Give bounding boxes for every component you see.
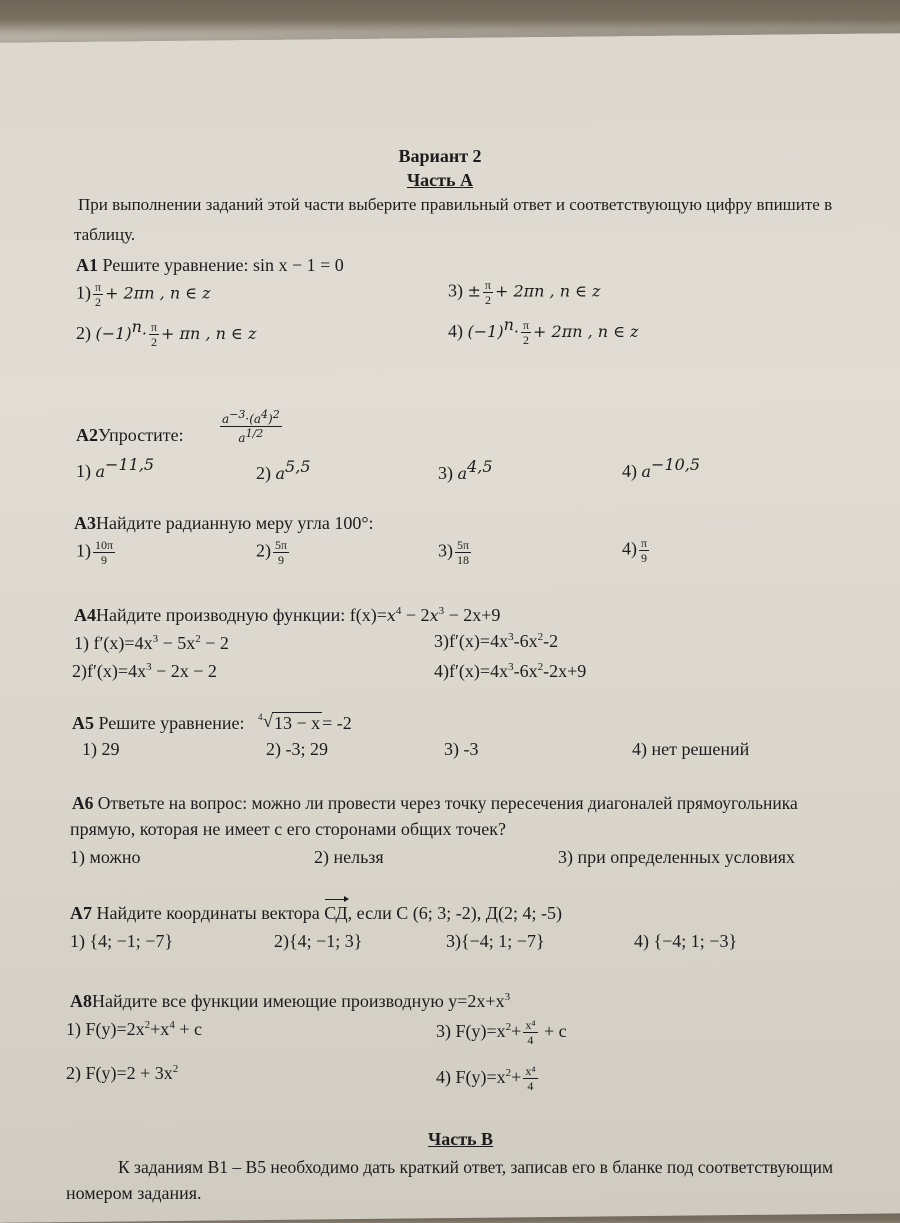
part-b-line-2: номером задания. [66, 1183, 202, 1203]
a4-option-1: 1) $f'(x)=4x^3 - 5x^2 - 2$ [74, 633, 229, 653]
intro-line-1: При выполнении заданий этой части выберите правильный ответ и соответствующую цифру впишите в [78, 195, 833, 214]
a1-option-4 [448, 314, 639, 347]
a2-question [76, 424, 184, 446]
a1-o4-n: n [503, 315, 514, 334]
a1-option-1 [76, 280, 211, 309]
a1-o4-num: 4) [448, 321, 463, 341]
a4-question: А4Найдите производную функции: $f(x)=x^4 - 2x^3 - 2x+9$ [74, 605, 501, 625]
a1-question [76, 254, 344, 276]
a8-option-3: 3) $F(y)=x^2+$ $\frac{\text{x⁴}}{4}$ + c [436, 1018, 567, 1048]
a2-option-3: 3) $a^{4,5}$ [438, 457, 493, 483]
a1-o4-rest: + 2πn , n ∈ z [533, 322, 639, 341]
vector-cd: СД [324, 903, 348, 923]
a1-o3-frac: $\frac{\pi}{2}$ [484, 278, 491, 307]
a6-prompt: Ответьте на вопрос: можно ли провести через точку пересечения диагоналей прямоугольника [97, 793, 798, 813]
a5-option-1: 1) 29 [82, 739, 120, 759]
a2-option-2: 2) $a^{5,5}$ [256, 457, 311, 483]
a5-prompt: Решите уравнение: [98, 713, 245, 733]
a2-expression: $\frac{a^{-3}\cdot(a^4)^2}{a^{1/2}}$ [222, 408, 280, 445]
a1-option-3 [448, 278, 600, 307]
a1-o4-frac: $\frac{\pi}{2}$ [522, 318, 530, 348]
a4-option-2: $2)f'(x)=4x^3 - 2x - 2$ [72, 661, 217, 681]
a2-prompt: Упростите: [98, 425, 184, 445]
a6-option-2: 2) нельзя [314, 847, 384, 867]
a4-option-4: $4)f'(x)=4x^3-6x^2-2x+9$ [434, 661, 587, 681]
a1-o2-pre: (−1) [95, 324, 132, 343]
a8-question: А8Найдите все функции имеющие производную $y=2x+x^3$ [70, 991, 511, 1011]
a3-option-4: 4) $\frac{\pi}{9}$ [622, 536, 648, 565]
a5-root: 4 √ 13 − x [257, 711, 321, 733]
a6-question-line-2: прямую, которая не имеет с его сторонами общих точек? [70, 819, 506, 839]
part-b-title: Часть В [428, 1129, 494, 1149]
a2-label: А2 [76, 425, 98, 445]
a3-question [74, 512, 374, 534]
a5-option-2: 2) -3; 29 [266, 739, 328, 759]
a2-option-4: 4) $a^{-10,5}$ [622, 455, 701, 481]
a4-label: А4 [74, 605, 96, 625]
a8-option-1: 1) $F(y)=2x^2+x^4 + c$ [66, 1019, 202, 1039]
a7-label: А7 [70, 903, 92, 923]
a1-option-2 [76, 316, 256, 349]
a1-o1-num: 1) [76, 282, 91, 303]
a7-option-2: 2){4; −1; 3} [274, 931, 363, 951]
a8-option-4: 4) $F(y)=x^2+$ $\frac{\text{x⁴}}{4}$ [436, 1064, 536, 1094]
a4-option-3: $3)f'(x)=4x^3-6x^2-2$ [434, 631, 559, 651]
a1-prompt: Решите уравнение: sin x − 1 = 0 [102, 255, 344, 275]
a1-o2-dot: · [141, 324, 147, 343]
a8-option-2: 2) $F(y)=2 + 3x^2$ [66, 1063, 179, 1083]
a6-option-3: 3) при определенных условиях [558, 847, 796, 867]
a3-option-1: 1) $\frac{10\pi}{9}$ [76, 538, 114, 567]
a7-question: А7 Найдите координаты вектора СД, если С (6; 3; -2), Д(2; 4; -5) [70, 903, 562, 923]
a1-o2-n: n [131, 317, 142, 336]
a6-label: А6 [72, 793, 94, 813]
a1-o1-rest: + 2πn , n ∈ z [105, 283, 211, 303]
a5-option-4: 4) нет решений [632, 739, 750, 759]
intro-line-2: таблицу. [74, 225, 136, 244]
a8-prompt: Найдите все функции имеющие производную y=2x+x [92, 991, 505, 1011]
a1-o4-dot: · [513, 322, 519, 341]
a7-option-4: 4) {−4; 1; −3} [634, 931, 738, 951]
a6-question-line-1 [72, 792, 798, 814]
a1-o3-num: 3) [448, 280, 463, 301]
a3-prompt: Найдите радианную меру угла 100°: [96, 513, 374, 533]
a1-o2-num: 2) [76, 323, 91, 343]
a2-option-1: 1) $a^{-11,5}$ [76, 455, 155, 481]
variant-title: Вариант 2 [398, 146, 482, 166]
a1-o2-frac: $\frac{\pi}{2}$ [150, 320, 158, 350]
a6-option-1: 1) можно [70, 847, 141, 867]
a1-label: А1 [76, 255, 98, 275]
part-a-title: Часть А [406, 170, 474, 190]
a3-option-3: 3) $\frac{5\pi}{18}$ [438, 538, 470, 567]
a1-o3-pm: ± [467, 281, 481, 301]
a7-option-1: 1) {4; −1; −7} [70, 931, 174, 951]
a3-option-2: 2) $\frac{5\pi}{9}$ [256, 538, 288, 567]
a5-question: А5 Решите уравнение: 4 √ 13 − x = -2 [72, 711, 352, 733]
part-b-line-1: К заданиям В1 – В5 необходимо дать краткий ответ, записав его в бланке под соответствующим [118, 1157, 834, 1177]
a8-label: А8 [70, 991, 92, 1011]
a1-o3-rest: + 2πn , n ∈ z [494, 281, 601, 301]
a5-label: А5 [72, 713, 94, 733]
a3-label: А3 [74, 513, 96, 533]
a1-o2-rest: + πn , n ∈ z [161, 324, 257, 343]
a1-o4-pre: (−1) [467, 322, 504, 341]
a1-o1-frac: $\frac{\pi}{2}$ [95, 280, 102, 309]
a7-prompt: Найдите координаты вектора [96, 903, 320, 923]
a5-option-3: 3) -3 [444, 739, 479, 759]
a7-option-3: 3){−4; 1; −7} [446, 931, 545, 951]
